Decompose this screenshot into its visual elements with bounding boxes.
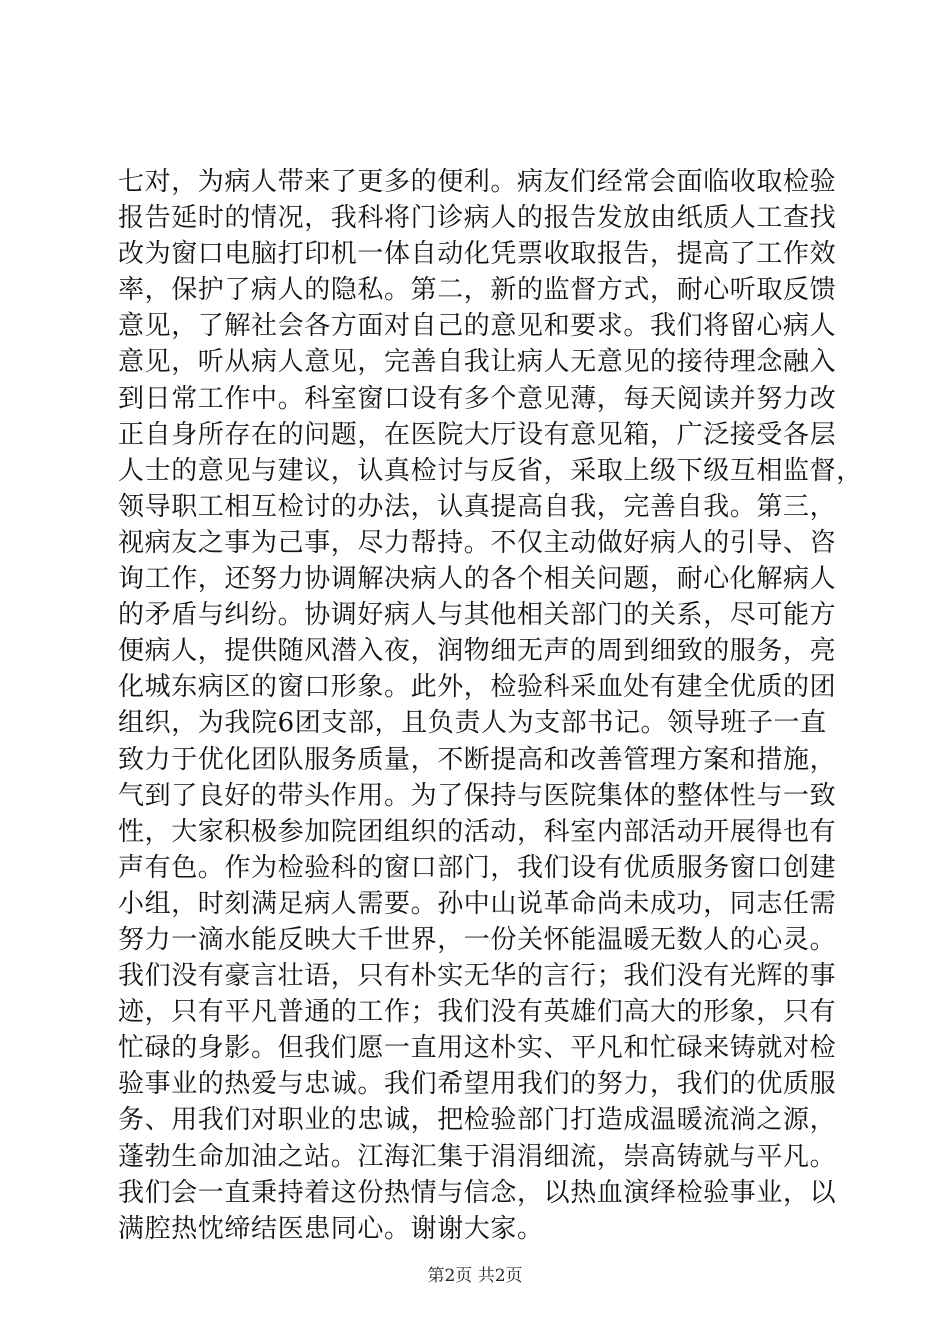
text-line: 我们会一直秉持着这份热情与信念，以热血演绎检验事业，以 [118,1177,837,1208]
text-line: 七对，为病人带来了更多的便利。病友们经常会面临收取检验 [118,167,837,197]
text-line: 化城东病区的窗口形象。此外，检验科采血处有建全优质的团 [118,672,837,703]
text-line: 意见，了解社会各方面对自己的意见和要求。我们将留心病人 [118,311,837,342]
text-line: 性，大家积极参加院团组织的活动，科室内部活动开展得也有 [118,816,837,847]
text-line: 到日常工作中。科室窗口设有多个意见薄，每天阅读并努力改 [118,383,837,414]
text-line: 我们没有豪言壮语，只有朴实无华的言行；我们没有光辉的事 [118,961,837,992]
text-line: 满腔热忱缔结医患同心。谢谢大家。 [118,1213,544,1244]
text-line: 致力于优化团队服务质量，不断提高和改善管理方案和措施， [118,744,837,775]
text-line: 视病友之事为己事，尽力帮持。不仅主动做好病人的引导、咨 [118,527,837,558]
text-line: 意见，听从病人意见，完善自我让病人无意见的接待理念融入 [118,347,837,378]
text-line: 气到了良好的带头作用。为了保持与医院集体的整体性与一致 [118,780,837,811]
text-line: 率，保护了病人的隐私。第二，新的监督方式，耐心听取反馈 [118,275,837,306]
text-line: 蓬勃生命加油之站。江海汇集于涓涓细流，崇高铸就与平凡。 [118,1141,837,1172]
text-line: 小组，时刻满足病人需要。孙中山说革命尚未成功，同志任需 [118,888,837,919]
text-line: 询工作，还努力协调解决病人的各个相关问题，耐心化解病人 [118,564,837,595]
text-line: 迹，只有平凡普通的工作；我们没有英雄们高大的形象，只有 [118,997,837,1028]
text-line: 报告延时的情况，我科将门诊病人的报告发放由纸质人工查找 [118,203,837,234]
text-line: 务、用我们对职业的忠诚，把检验部门打造成温暖流淌之源， [118,1105,837,1136]
text-line: 组织，为我院6团支部，且负责人为支部书记。领导班子一直 [118,708,827,739]
text-line: 人士的意见与建议，认真检讨与反省，采取上级下级互相监督， [118,455,863,486]
text-line: 努力一滴水能反映大千世界，一份关怀能温暖无数人的心灵。 [118,924,837,955]
text-line: 的矛盾与纠纷。协调好病人与其他相关部门的关系，尽可能方 [118,600,837,631]
text-line: 声有色。作为检验科的窗口部门，我们设有优质服务窗口创建 [118,852,837,883]
text-line: 正自身所存在的问题，在医院大厅设有意见箱，广泛接受各层 [118,419,837,450]
page-footer: 第2页 共2页 [427,1266,523,1286]
text-line: 改为窗口电脑打印机一体自动化凭票收取报告，提高了工作效 [118,239,837,270]
text-line: 领导职工相互检讨的办法，认真提高自我，完善自我。第三， [118,491,837,522]
body-text [118,164,863,1247]
text-line: 便病人，提供随风潜入夜，润物细无声的周到细致的服务，亮 [118,636,837,667]
text-line: 验事业的热爱与忠诚。我们希望用我们的努力，我们的优质服 [118,1069,837,1100]
text-line: 忙碌的身影。但我们愿一直用这朴实、平凡和忙碌来铸就对检 [118,1033,837,1064]
